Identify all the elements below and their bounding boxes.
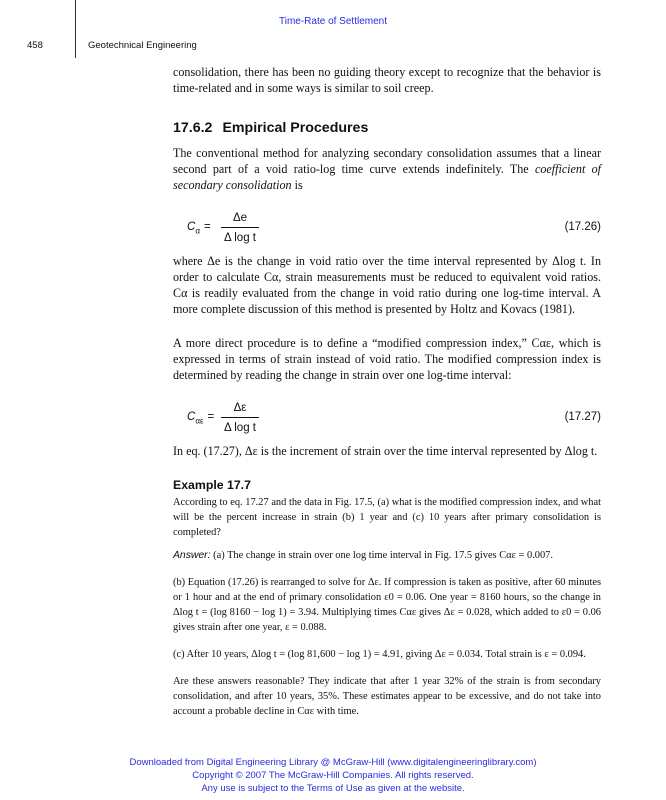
section-title: Empirical Procedures	[222, 120, 369, 136]
paragraph-increment: In eq. (17.27), Δε is the increment of strain over the time interval represented by Δlog t.	[173, 444, 598, 458]
equation-fraction	[221, 400, 259, 436]
example-answer-a: Answer: (a) The change in strain over one log time interval in Fig. 17.5 gives Cαε = 0.007.	[173, 550, 553, 561]
page-content	[173, 64, 601, 719]
example-discussion: Are these answers reasonable? They indicate that after 1 year 32% of the strain is from secondary consolidation, and after 10 years, 35%. These estimates appear to be excessive, and do not take into account a probable decline in Cαε with time.	[173, 676, 601, 717]
equation-numerator: Δε	[221, 400, 259, 418]
equation-fraction	[221, 210, 259, 246]
equation-lhs: $C_{\alpha\varepsilon}$ =	[187, 411, 215, 426]
running-head: Geotechnical Engineering	[88, 40, 197, 51]
chapter-title-link[interactable]: Time-Rate of Settlement	[278, 16, 387, 27]
footer-download-link[interactable]: Downloaded from Digital Engineering Library @ McGraw-Hill (www.digitalengineeringlibrary.com)	[129, 757, 537, 768]
paragraph-definition: The conventional method for analyzing secondary consolidation assumes that a linear second part of a void ratio-log time curve extends indefinitely. The coefficient of secondary consolidation is	[173, 146, 602, 192]
answer-label: Answer:	[173, 550, 211, 561]
equation-denominator: Δ log t	[224, 232, 256, 244]
example-answer-c: (c) After 10 years, Δlog t = (log 81,600 − log 1) = 4.91, giving Δε = 0.034. Total strain is ε = 0.094.	[173, 649, 586, 660]
example-answer-b: (b) Equation (17.26) is rearranged to solve for Δε. If compression is taken as positive, after 60 minutes or 1 hour and at the end of primary consolidation ε0 = 0.06. One year = 8160 hours, so the change in Δlog t = (log 8160 − log 1) = 3.94. Multiplying times Cαε gives Δε = 0.028, which added to ε0 = 0.06 gives strain after one year, ε = 0.088.	[173, 577, 601, 633]
section-number: 17.6.2	[173, 120, 213, 136]
header-divider	[75, 0, 76, 58]
intro-paragraph: consolidation, there has been no guiding theory except to recognize that the behavior is time-related and in some ways is similar to soil creep.	[173, 65, 601, 95]
equation-number: (17.26)	[564, 221, 601, 233]
section-heading	[173, 120, 601, 136]
equation-17-27	[173, 395, 601, 441]
footer	[0, 756, 666, 795]
equation-lhs: $C_\alpha$ =	[187, 221, 211, 236]
example-title: Example 17.7	[173, 478, 251, 492]
equation-number: (17.27)	[564, 411, 601, 423]
equation-denominator: Δ log t	[224, 422, 256, 434]
paragraph-modified-index: A more direct procedure is to define a “modified compression index,” Cαε, which is expressed in terms of strain instead of void ratio. The modified compression index is determined by reading the change in strain over one log-time interval:	[173, 336, 601, 382]
equation-numerator: Δe	[221, 210, 259, 228]
example-question: According to eq. 17.27 and the data in Fig. 17.5, (a) what is the modified compression index, and what will be the percent increase in strain (b) 1 year and (c) 10 years after primary consolidation is completed?	[173, 497, 601, 538]
footer-terms[interactable]: Any use is subject to the Terms of Use as given at the website.	[201, 783, 465, 794]
defined-term: coefficient of secondary consolidation	[173, 162, 602, 192]
page-number: 458	[27, 40, 43, 51]
equation-17-26	[173, 205, 601, 251]
footer-copyright[interactable]: Copyright © 2007 The McGraw-Hill Companies. All rights reserved.	[192, 770, 474, 781]
paragraph-where: where Δe is the change in void ratio over the time interval represented by Δlog t. In order to calculate Cα, strain measurements must be reduced to equivalent void ratios. Cα is readily evaluated from the change in void ratio during one log-time interval. A more complete discussion of this method is presented by Holtz and Kovacs (1981).	[173, 254, 601, 316]
